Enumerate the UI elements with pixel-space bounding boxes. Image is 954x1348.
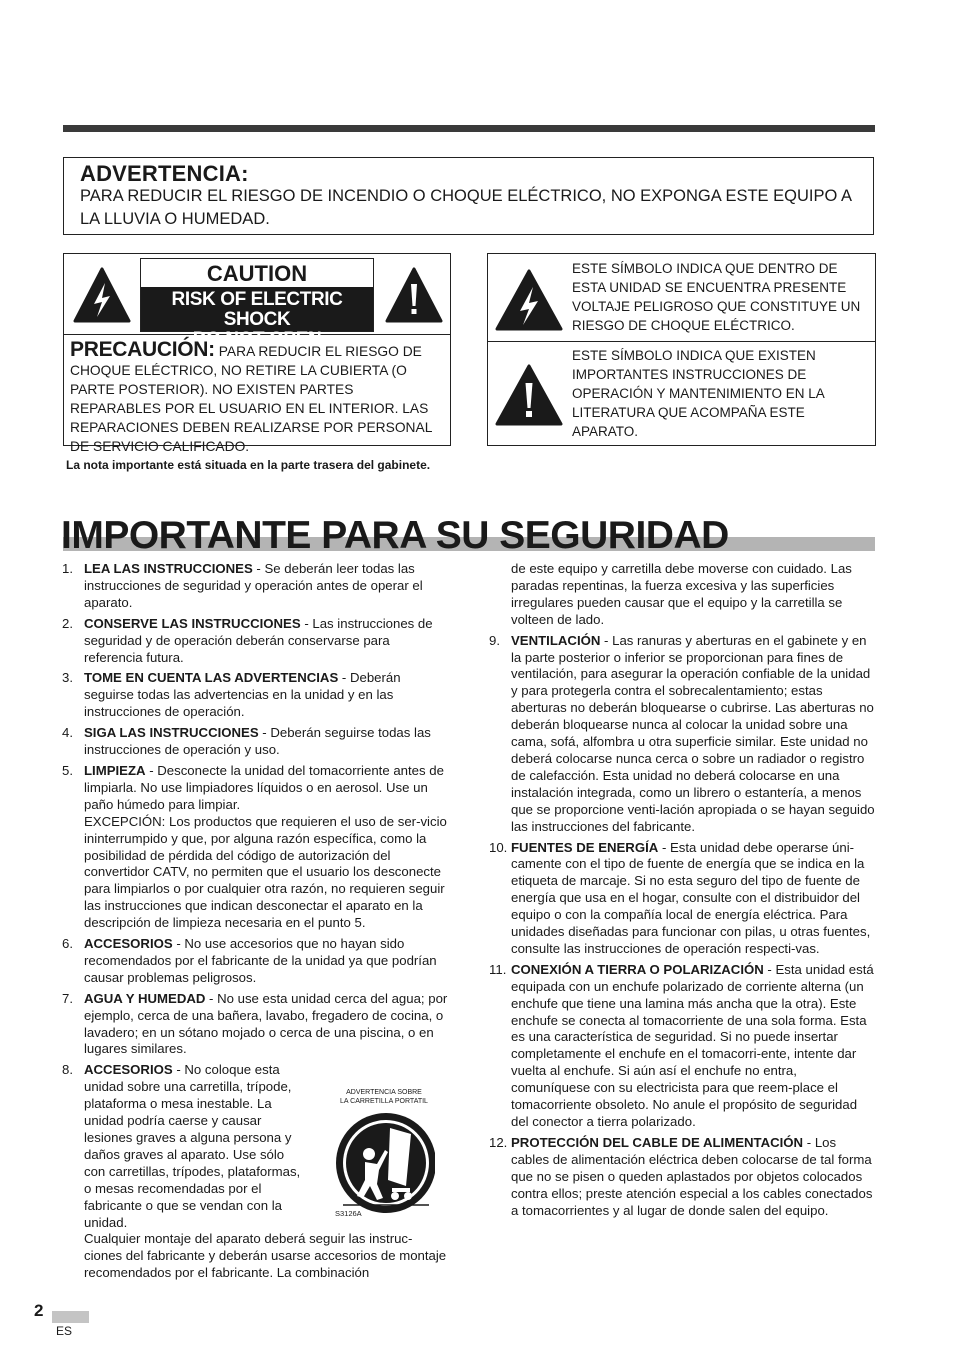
item-exception-text: EXCEPCIÓN: Los productos que requieren el uso de ser-vicio ininterrumpido y que, por alguna razón específica, como la posibilidad de pérdida del código de autorización del convertidor CATV, no permiten que el usuario los desconecte para limpiarlos o por cualquier otra razón, no requieren seguir las instrucciones que indican desconectar el aparato en la descripción de limpieza necesaria en el punto 5. — [84, 813, 447, 931]
list-item — [62, 763, 450, 932]
cart-code: S3126A — [335, 1209, 362, 1218]
list-item — [489, 840, 877, 958]
item-number: 3. — [62, 670, 73, 686]
item-title: AGUA Y HUMEDAD — [84, 990, 206, 1006]
item-text: - No use esta unidad cerca del agua; por ejemplo, cerca de una bañera, lavabo, fregadero de cocina, o lavadero; en un sótano mojado o cerca de una piscina, o en lugares similares. — [84, 990, 448, 1057]
instructions-column-right — [489, 561, 877, 1223]
lightning-symbol-icon — [494, 268, 564, 332]
lightning-warning-icon — [72, 266, 132, 324]
warning-title: ADVERTENCIA: — [80, 161, 249, 186]
item-title: FUENTES DE ENERGÍA — [511, 839, 659, 855]
item-text: - Los cables de alimentación eléctrica deben colocarse de tal forma que no se pisen o queden aplastados por objetos colocados contra ellos; preste atención especial a los cables conectados a tomacorrientes y al lugar de donde salen del equipo. — [511, 1134, 873, 1218]
item-text: - Se deberán leer todas las instrucciones de seguridad y operación antes de operar el aparato. — [84, 561, 423, 610]
list-item — [62, 561, 450, 612]
important-note: La nota importante está situada en la parte trasera del gabinete. — [66, 458, 431, 472]
item-title: ACCESORIOS — [84, 936, 173, 952]
item-text: - Desconecte la unidad del tomacorriente antes de limpiarla. No use limpiadores líquidos o en aerosol. Use un paño húmedo para limpiar. — [84, 762, 444, 812]
exclamation-warning-icon — [384, 266, 444, 324]
symbols-box — [487, 253, 876, 446]
item-text: - Las ranuras y aberturas en el gabinete y en la parte posterior o inferior se proporcionan para fines de ventilación, para asegurar la operación confiable de la unidad y para protegerla contra el sobrecalentamiento; estas aberturas no deberán bloquearse o cubrirse. Las aberturas no deberán bloquearse nunca al colocar la unidad sobre una cama, sofá, alfombra u otra superficie similar. Este unidad no deberá colocarse nunca cerca o sobre un radiador o registro de calefacción. Esta unidad no deberá colocarse en una instalación integrada, como un librero o estantería, a menos que se proporcione venti-lación apropiada o se hayan seguido las instrucciones del fabricante. — [511, 632, 875, 834]
item-number: 11. — [489, 961, 507, 977]
cart-warning-figure — [333, 1088, 435, 1218]
list-item — [62, 991, 450, 1059]
caution-box — [63, 253, 451, 454]
cart-caption — [333, 1088, 435, 1106]
caution-line-2: DO NOT OPEN — [192, 329, 322, 350]
top-rule — [63, 125, 875, 132]
list-item — [489, 1135, 877, 1220]
precaucion-block — [70, 340, 448, 456]
caution-word: CAUTION — [206, 261, 308, 286]
list-item — [62, 670, 450, 721]
warning-text: PARA REDUCIR EL RIESGO DE INCENDIO O CHOQUE ELÉCTRICO, NO EXPONGA ESTE EQUIPO A LA LLUVIA O HUMEDAD. — [80, 187, 852, 228]
lightning-symbol-row — [488, 254, 875, 342]
item-number: 7. — [62, 990, 73, 1006]
list-item — [489, 962, 877, 1131]
item-number: 12. — [489, 1134, 508, 1150]
caution-line-1: RISK OF ELECTRIC SHOCK — [171, 289, 343, 330]
item-title: CONSERVE LAS INSTRUCCIONES — [84, 615, 301, 631]
precaucion-text: PARA REDUCIR EL RIESGO DE CHOQUE ELÉCTRICO, NO RETIRE LA CUBIERTA (O PARTE POSTERIOR). NO EXISTEN PARTES REPARABLES POR EL USUARIO EN EL INTERIOR. LAS REPARACIONES DEBEN REALIZARSE POR PERSONAL DE SERVICIO CALIFICADO. — [70, 344, 432, 454]
list-item — [62, 616, 450, 667]
exclamation-symbol-row — [488, 341, 875, 445]
item-title: LEA LAS INSTRUCCIONES — [84, 561, 253, 576]
cart-caption-line-2: LA CARRETILLA PORTATIL — [340, 1098, 428, 1105]
item-text: - No coloque esta unidad sobre una carretilla, trípode, plataforma o mesa inestable. La unidad podría caerse y causar lesiones graves a alguna persona y daños graves al aparato. Use sólo con carretillas, trípodes, plataformas, o mesas recomendadas por el fabricante o que se vendan con la unidad. — [84, 1062, 301, 1230]
list-item — [62, 725, 450, 759]
item-number: 2. — [62, 615, 73, 631]
item-text: - Esta unidad está equipada con un enchufe polarizado de corriente alterna (un enchufe que tiene una lamina más ancha que la otra). Este enchufe se conecta al tomacorriente de una sola forma. Esta es una característica de seguridad. Si no puede insertar completamente el enchufe en el tomacorri-ente, intente dar vuelta al enchufe. Si aún así el enchufe no entra, comuníquese con su electricista para que reem-place el tomacorriente obsoleto. No anule el propósito de seguridad del conector a tierra polarizado. — [511, 961, 874, 1129]
caution-shock-notice — [141, 287, 373, 350]
item-title: LIMPIEZA — [84, 762, 146, 778]
page-number-bar — [52, 1311, 89, 1323]
item-8-continuation: de este equipo y carretilla debe moverse con cuidado. Las paradas repentinas, la fuerza excesiva y las superficies irregulares pueden causar que el equipo y la carretilla se volteen de lado. — [511, 561, 852, 627]
item-number: 4. — [62, 725, 73, 741]
lightning-symbol-text: ESTE SÍMBOLO INDICA QUE DENTRO DE ESTA UNIDAD SE ENCUENTRA PRESENTE VOLTAJE PELIGROSO QUE CONSTITUYE UN RIESGO DE CHOQUE ELÉCTRICO. — [572, 261, 861, 333]
item-continued-text: Cualquier montaje del aparato deberá seguir las instruc-ciones del fabricante y deberán usarse accesorios de montaje recomendados por el fabricante. La combinación — [84, 1231, 447, 1281]
section-heading: IMPORTANTE PARA SU SEGURIDAD — [61, 514, 729, 557]
item-text: - Deberán seguirse todas las advertencias en la unidad y en las instrucciones de operación. — [84, 670, 401, 720]
item-number: 8. — [62, 1062, 73, 1078]
item-title: TOME EN CUENTA LAS ADVERTENCIAS — [84, 670, 339, 686]
item-text: - Deberán seguirse todas las instrucciones de operación y uso. — [84, 725, 431, 758]
exclamation-symbol-text: ESTE SÍMBOLO INDICA QUE EXISTEN IMPORTANTES INSTRUCCIONES DE OPERACIÓN Y MANTENIMIENTO EN LA LITERATURA QUE ACOMPAÑA ESTE APARATO. — [572, 348, 825, 439]
cart-tip-over-icon — [333, 1108, 435, 1214]
item-title: VENTILACIÓN — [511, 632, 601, 648]
caution-label — [140, 258, 374, 350]
precaucion-label: PRECAUCIÓN: — [70, 338, 215, 361]
item-title: PROTECCIÓN DEL CABLE DE ALIMENTACIÓN — [511, 1134, 804, 1150]
item-number: 10. — [489, 839, 508, 855]
page-number: 2 — [34, 1301, 44, 1320]
cart-caption-line-1: ADVERTENCIA SOBRE — [346, 1089, 422, 1096]
item-number: 1. — [62, 561, 73, 576]
item-number: 5. — [62, 762, 73, 778]
list-item — [489, 633, 877, 836]
item-number: 9. — [489, 632, 500, 648]
list-item — [62, 936, 450, 987]
item-8-wrap — [84, 1062, 302, 1231]
item-title: ACCESORIOS — [84, 1062, 173, 1078]
exclamation-symbol-icon — [494, 363, 564, 427]
item-text: - Esta unidad debe operarse úni-camente con el tipo de fuente de energía que se indica en la etiqueta de marcaje. Si no esta seguro del tipo de fuente de energía que usa en el hogar, consulte con el distribuidor del equipo o con la compañía local de energía eléctrica. Para unidades diseñadas para funcionar con pilas, u otras fuentes, consulte las instrucciones de operación respecti-vas. — [511, 839, 871, 956]
warning-box — [63, 157, 874, 235]
item-title: CONEXIÓN A TIERRA O POLARIZACIÓN — [511, 961, 764, 977]
item-title: SIGA LAS INSTRUCCIONES — [84, 725, 259, 741]
item-number: 6. — [62, 936, 73, 952]
language-code: ES — [56, 1324, 73, 1338]
item-text: - No use accesorios que no hayan sido recomendados por el fabricante de la unidad ya que podrían causar problemas peligrosos. — [84, 936, 437, 985]
item-text: - Las instrucciones de seguridad y de operación deberán conservarse para referencia futura. — [84, 615, 433, 665]
